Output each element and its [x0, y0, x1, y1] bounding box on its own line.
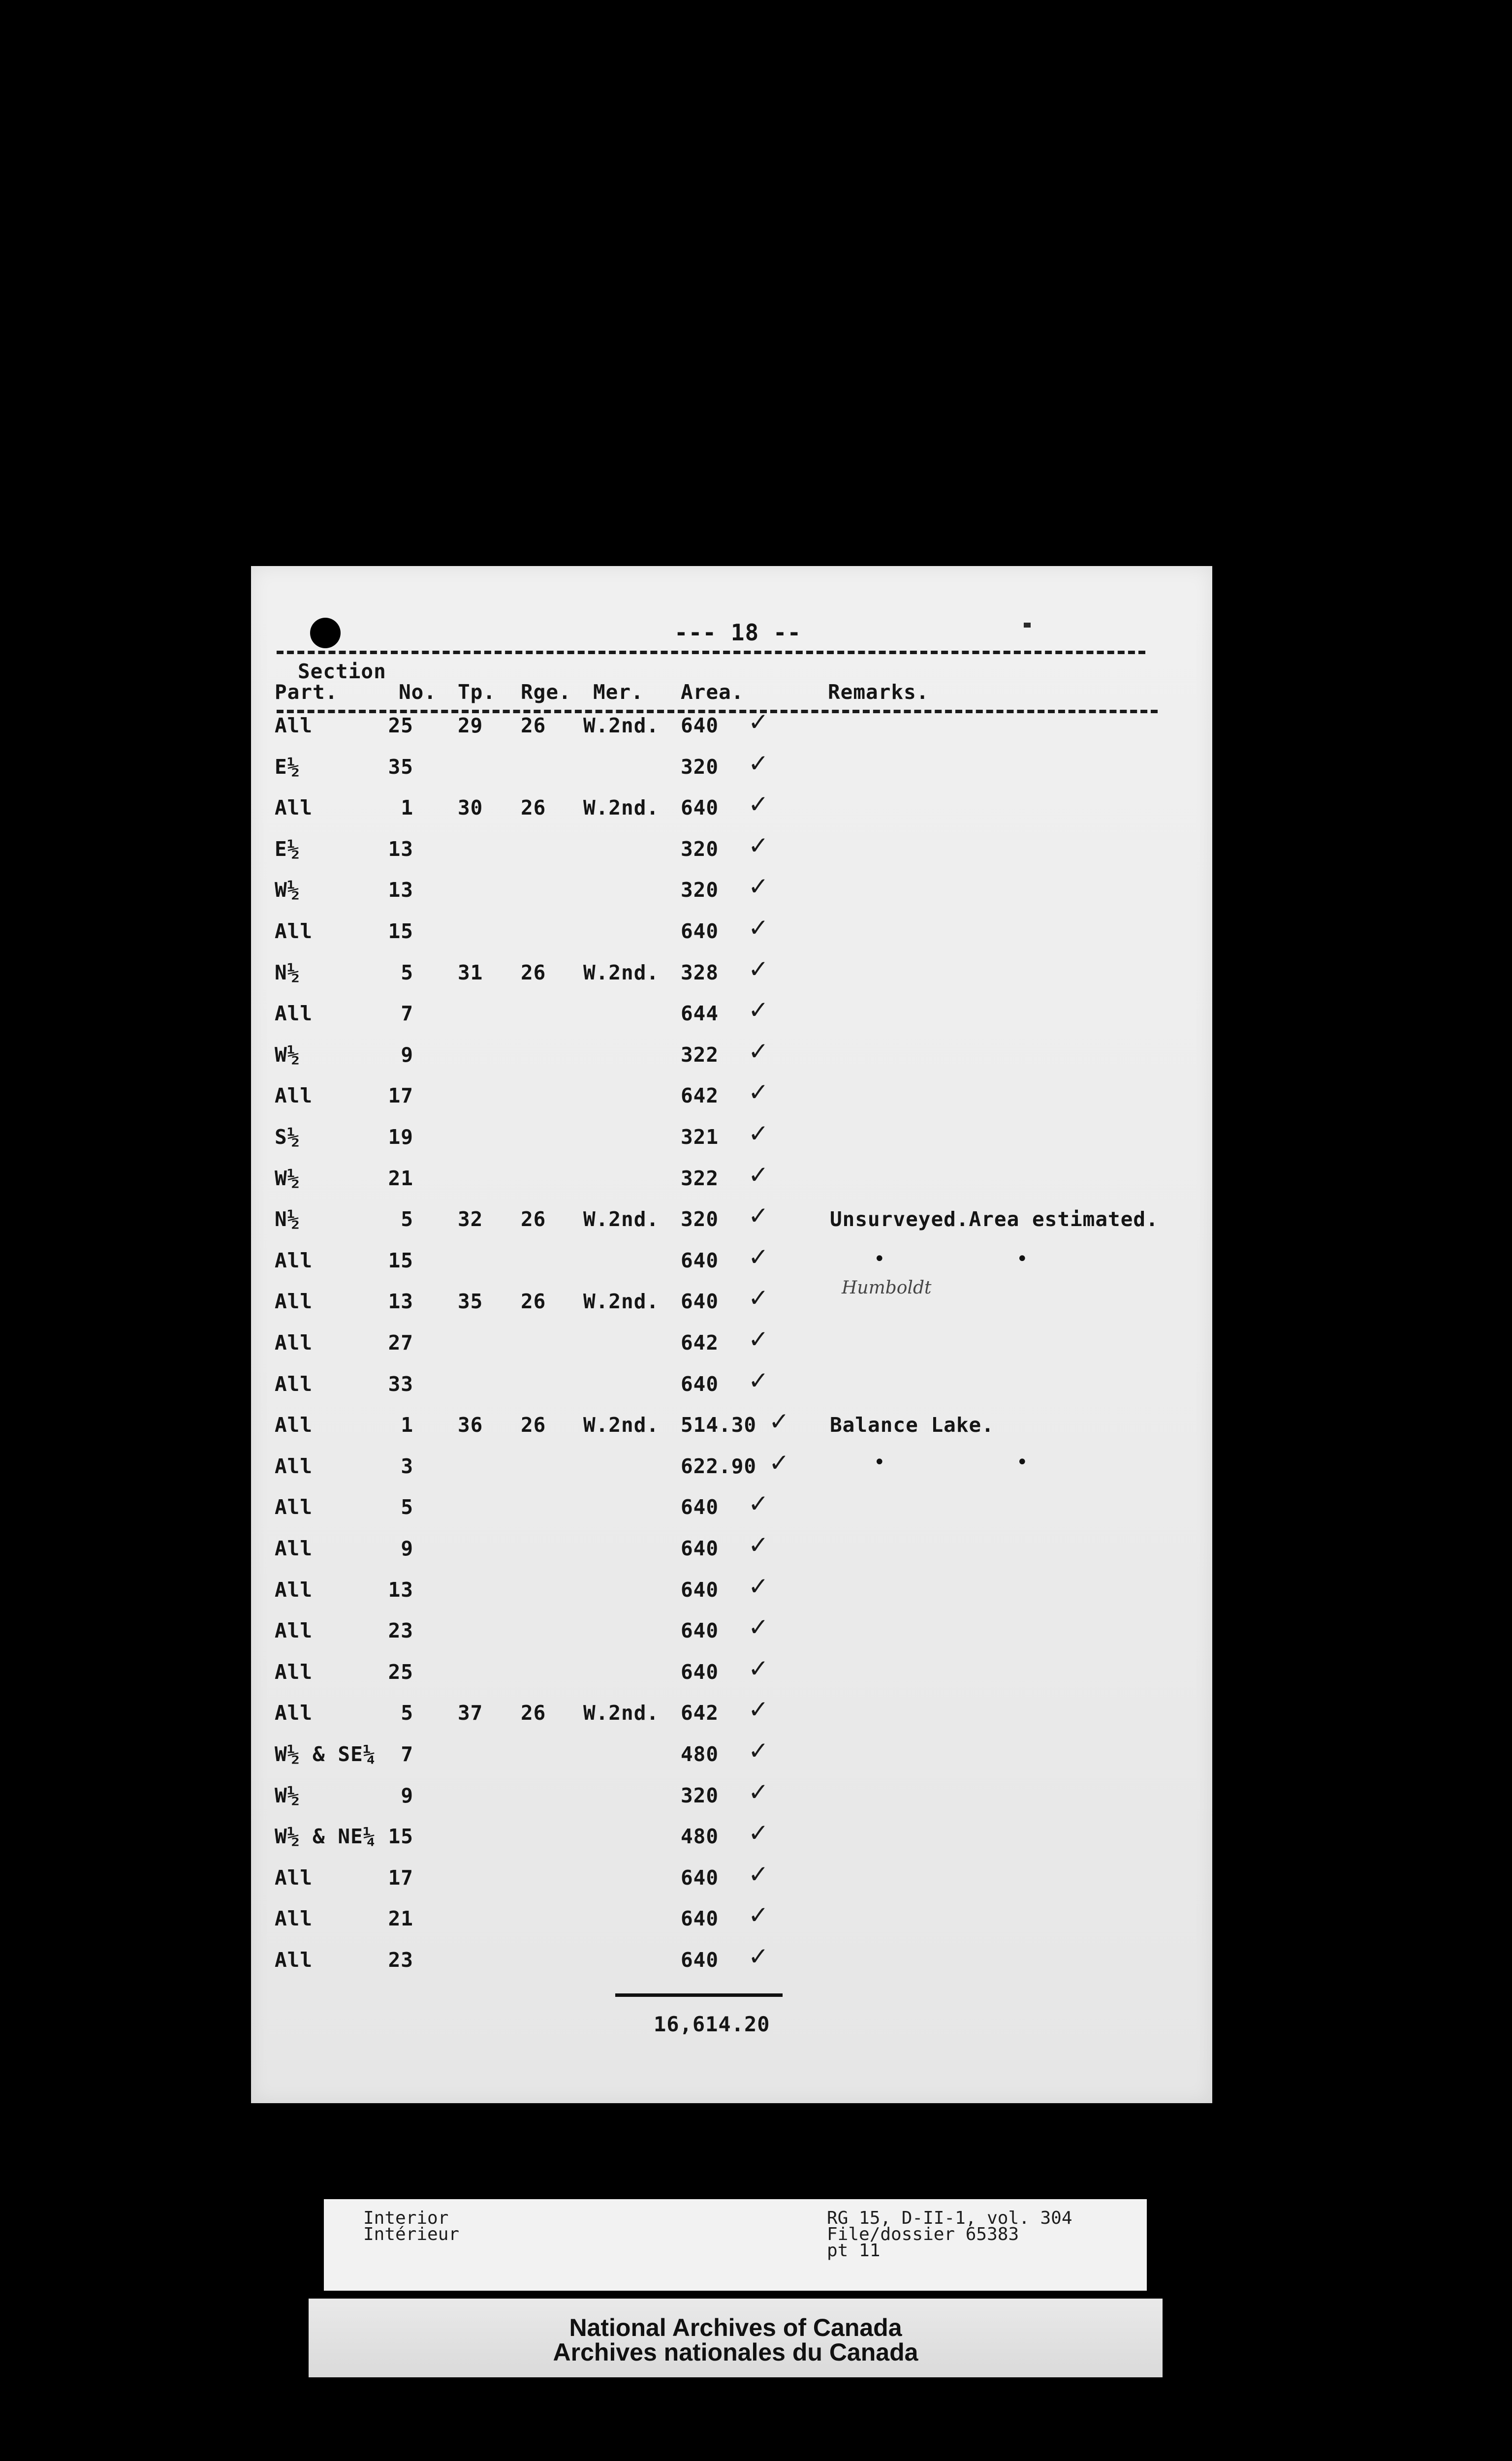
- table-row: [251, 1572, 1212, 1619]
- area-cell: 480: [681, 1742, 719, 1766]
- table-row: [251, 954, 1212, 1002]
- table-row: [251, 1037, 1212, 1084]
- range-cell: 26: [521, 1290, 546, 1314]
- check-mark-icon: ✓: [748, 1325, 769, 1354]
- part-cell: All: [275, 796, 313, 820]
- check-mark-icon: ✓: [748, 1654, 769, 1683]
- header-bottom-rule: [277, 710, 1158, 713]
- part-cell: All: [275, 1084, 313, 1108]
- meridian-cell: W.2nd.: [583, 714, 660, 737]
- check-mark-icon: ✓: [748, 954, 769, 983]
- area-cell: 642: [681, 1701, 719, 1725]
- table-row: [251, 1901, 1212, 1948]
- check-mark-icon: ✓: [748, 872, 769, 901]
- area-cell: 321: [681, 1125, 719, 1149]
- area-cell: 640: [681, 919, 719, 943]
- area-cell: 640: [681, 1619, 719, 1643]
- section-no-cell: 19: [388, 1125, 413, 1149]
- section-no-cell: 13: [388, 1290, 413, 1314]
- table-row: [251, 1078, 1212, 1125]
- header-area: Area.: [681, 680, 744, 704]
- section-no-cell: 1: [401, 796, 413, 820]
- area-cell: 640: [681, 1578, 719, 1602]
- remarks-cell: Unsurveyed.Area estimated.: [830, 1207, 1159, 1231]
- range-cell: 26: [521, 1413, 546, 1437]
- part-cell: All: [275, 1701, 313, 1725]
- table-row: [251, 914, 1212, 961]
- header-no: No.: [399, 680, 437, 704]
- part-cell: S½: [275, 1125, 300, 1149]
- meridian-cell: W.2nd.: [583, 1701, 660, 1725]
- part-cell: All: [275, 1372, 313, 1396]
- area-cell: 640: [681, 714, 719, 737]
- section-no-cell: 13: [388, 878, 413, 902]
- check-mark-icon: ✓: [769, 1407, 790, 1436]
- part-cell: All: [275, 1495, 313, 1519]
- part-cell: All: [275, 714, 313, 737]
- archives-name-en: National Archives of Canada: [569, 2314, 902, 2341]
- area-cell: 640: [681, 1495, 719, 1519]
- part-cell: W½ & NE¼: [275, 1825, 376, 1849]
- section-no-cell: 7: [401, 1002, 413, 1026]
- township-cell: 29: [458, 714, 483, 737]
- check-mark-icon: ✓: [748, 1489, 769, 1518]
- section-no-cell: 5: [401, 1207, 413, 1231]
- range-cell: 26: [521, 1701, 546, 1725]
- punch-hole: [310, 618, 341, 648]
- check-mark-icon: ✓: [748, 790, 769, 819]
- reference-slip: [324, 2199, 1147, 2291]
- part-cell: All: [275, 1660, 313, 1684]
- part-cell: All: [275, 1002, 313, 1026]
- section-no-cell: 5: [401, 1495, 413, 1519]
- ditto-mark: •: [1016, 1248, 1028, 1270]
- section-no-cell: 25: [388, 714, 413, 737]
- check-mark-icon: ✓: [748, 1078, 769, 1107]
- table-row: [251, 1201, 1212, 1249]
- township-cell: 37: [458, 1701, 483, 1725]
- part-cell: All: [275, 919, 313, 943]
- meridian-cell: W.2nd.: [583, 1207, 660, 1231]
- area-cell: 328: [681, 960, 719, 984]
- table-row: [251, 1531, 1212, 1578]
- area-cell: 640: [681, 1537, 719, 1560]
- township-cell: 30: [458, 796, 483, 820]
- table-row: [251, 1119, 1212, 1167]
- meridian-cell: W.2nd.: [583, 1413, 660, 1437]
- range-cell: 26: [521, 1207, 546, 1231]
- check-mark-icon: ✓: [748, 1366, 769, 1395]
- check-mark-icon: ✓: [748, 1037, 769, 1066]
- header-section: Section: [298, 660, 386, 683]
- table-row: [251, 1160, 1212, 1208]
- check-mark-icon: ✓: [748, 1777, 769, 1806]
- part-cell: All: [275, 1248, 313, 1272]
- section-no-cell: 17: [388, 1084, 413, 1108]
- header-remarks: Remarks.: [828, 680, 929, 704]
- table-row: [251, 1942, 1212, 1989]
- table-row: [251, 1819, 1212, 1866]
- section-no-cell: 9: [401, 1042, 413, 1067]
- table-row: [251, 1489, 1212, 1537]
- paper-mark: [1024, 623, 1031, 628]
- section-no-cell: 33: [388, 1372, 413, 1396]
- check-mark-icon: ✓: [748, 1572, 769, 1601]
- part-cell: E½: [275, 755, 300, 779]
- meridian-cell: W.2nd.: [583, 796, 660, 820]
- check-mark-icon: ✓: [748, 1160, 769, 1189]
- section-no-cell: 21: [388, 1166, 413, 1190]
- table-row: [251, 1407, 1212, 1454]
- check-mark-icon: ✓: [748, 749, 769, 778]
- part-cell: All: [275, 1537, 313, 1560]
- section-no-cell: 13: [388, 837, 413, 861]
- section-no-cell: 15: [388, 1825, 413, 1849]
- table-row: [251, 1366, 1212, 1414]
- document-page: [251, 566, 1212, 2103]
- part-cell: All: [275, 1290, 313, 1314]
- file-reference: File/dossier 65383: [827, 2224, 1019, 2244]
- section-no-cell: 15: [388, 919, 413, 943]
- remarks-cell: Balance Lake.: [830, 1413, 994, 1437]
- table-row: [251, 872, 1212, 919]
- table-row: [251, 1325, 1212, 1372]
- ditto-mark: •: [874, 1451, 885, 1474]
- meridian-cell: W.2nd.: [583, 960, 660, 984]
- section-no-cell: 5: [401, 960, 413, 984]
- part-cell: All: [275, 1865, 313, 1890]
- area-cell: 322: [681, 1042, 719, 1067]
- township-cell: 32: [458, 1207, 483, 1231]
- range-cell: 26: [521, 960, 546, 984]
- part-cell: W½: [275, 1166, 300, 1190]
- check-mark-icon: ✓: [748, 1284, 769, 1313]
- check-mark-icon: ✓: [748, 1201, 769, 1230]
- header-tp: Tp.: [458, 680, 496, 704]
- part-cell: All: [275, 1578, 313, 1602]
- township-cell: 31: [458, 960, 483, 984]
- township-cell: 35: [458, 1290, 483, 1314]
- table-row: [251, 1242, 1212, 1290]
- check-mark-icon: ✓: [748, 1901, 769, 1930]
- header-mer: Mer.: [593, 680, 644, 704]
- range-cell: 26: [521, 714, 546, 737]
- table-row: [251, 1448, 1212, 1496]
- area-cell: 640: [681, 1660, 719, 1684]
- table-row: [251, 1777, 1212, 1825]
- part-cell: N½: [275, 1207, 300, 1231]
- check-mark-icon: ✓: [748, 996, 769, 1025]
- table-row: [251, 1736, 1212, 1784]
- part-cell: W½ & SE¼: [275, 1742, 376, 1766]
- check-mark-icon: ✓: [748, 1242, 769, 1271]
- area-cell: 320: [681, 1783, 719, 1807]
- department-en: Interior: [363, 2208, 449, 2228]
- part-cell: All: [275, 1454, 313, 1478]
- area-cell: 320: [681, 1207, 719, 1231]
- area-total: 16,614.20: [654, 2012, 770, 2036]
- check-mark-icon: ✓: [748, 831, 769, 860]
- archives-label: [309, 2299, 1163, 2377]
- area-cell: 640: [681, 1372, 719, 1396]
- check-mark-icon: ✓: [769, 1448, 790, 1477]
- area-cell: 640: [681, 1948, 719, 1972]
- page-number: --- 18 --: [674, 619, 802, 646]
- area-cell: 640: [681, 1248, 719, 1272]
- part-cell: W½: [275, 878, 300, 902]
- table-row: [251, 1860, 1212, 1907]
- section-no-cell: 7: [401, 1742, 413, 1766]
- part-cell: W½: [275, 1783, 300, 1807]
- table-row: [251, 749, 1212, 796]
- section-no-cell: 9: [401, 1783, 413, 1807]
- area-cell: 320: [681, 878, 719, 902]
- table-row: [251, 831, 1212, 879]
- area-cell: 480: [681, 1825, 719, 1849]
- section-no-cell: 35: [388, 755, 413, 779]
- section-no-cell: 23: [388, 1619, 413, 1643]
- section-no-cell: 9: [401, 1537, 413, 1560]
- department-fr: Intérieur: [363, 2224, 460, 2244]
- check-mark-icon: ✓: [748, 1819, 769, 1848]
- check-mark-icon: ✓: [748, 1736, 769, 1765]
- total-rule: [615, 1993, 783, 1997]
- table-row: [251, 1695, 1212, 1742]
- check-mark-icon: ✓: [748, 1613, 769, 1642]
- check-mark-icon: ✓: [748, 1531, 769, 1559]
- area-cell: 514.30: [681, 1413, 757, 1437]
- section-no-cell: 5: [401, 1701, 413, 1725]
- ditto-mark: •: [1016, 1451, 1028, 1474]
- archives-name-fr: Archives nationales du Canada: [553, 2338, 918, 2366]
- area-cell: 640: [681, 1865, 719, 1890]
- section-no-cell: 27: [388, 1331, 413, 1355]
- part-cell: All: [275, 1331, 313, 1355]
- header-top-rule: [277, 651, 1145, 654]
- table-row: [251, 708, 1212, 755]
- section-no-cell: 15: [388, 1248, 413, 1272]
- handwritten-note: Humboldt: [842, 1278, 932, 1298]
- ditto-mark: •: [874, 1248, 885, 1270]
- table-row: [251, 790, 1212, 837]
- area-cell: 622.90: [681, 1454, 757, 1478]
- part-cell: All: [275, 1907, 313, 1931]
- part-cell: All: [275, 1413, 313, 1437]
- range-cell: 26: [521, 796, 546, 820]
- part-cell: All: [275, 1948, 313, 1972]
- table-row: [251, 1613, 1212, 1660]
- area-cell: 644: [681, 1002, 719, 1026]
- check-mark-icon: ✓: [748, 914, 769, 942]
- section-no-cell: 1: [401, 1413, 413, 1437]
- check-mark-icon: ✓: [748, 1695, 769, 1724]
- area-cell: 642: [681, 1084, 719, 1108]
- section-no-cell: 13: [388, 1578, 413, 1602]
- check-mark-icon: ✓: [748, 1119, 769, 1148]
- section-no-cell: 21: [388, 1907, 413, 1931]
- section-no-cell: 23: [388, 1948, 413, 1972]
- township-cell: 36: [458, 1413, 483, 1437]
- part-reference: pt 11: [827, 2240, 881, 2261]
- rg-reference: RG 15, D-II-1, vol. 304: [827, 2208, 1072, 2228]
- part-cell: All: [275, 1619, 313, 1643]
- part-cell: E½: [275, 837, 300, 861]
- area-cell: 642: [681, 1331, 719, 1355]
- area-cell: 320: [681, 837, 719, 861]
- header-rge: Rge.: [521, 680, 571, 704]
- check-mark-icon: ✓: [748, 1942, 769, 1971]
- area-cell: 640: [681, 1290, 719, 1314]
- section-no-cell: 25: [388, 1660, 413, 1684]
- area-cell: 320: [681, 755, 719, 779]
- check-mark-icon: ✓: [748, 1860, 769, 1889]
- area-cell: 322: [681, 1166, 719, 1190]
- part-cell: W½: [275, 1042, 300, 1067]
- meridian-cell: W.2nd.: [583, 1290, 660, 1314]
- check-mark-icon: ✓: [748, 708, 769, 736]
- section-no-cell: 17: [388, 1865, 413, 1890]
- table-row: [251, 996, 1212, 1043]
- area-cell: 640: [681, 796, 719, 820]
- part-cell: N½: [275, 960, 300, 984]
- header-part: Part.: [275, 680, 338, 704]
- area-cell: 640: [681, 1907, 719, 1931]
- section-no-cell: 3: [401, 1454, 413, 1478]
- table-row: [251, 1654, 1212, 1702]
